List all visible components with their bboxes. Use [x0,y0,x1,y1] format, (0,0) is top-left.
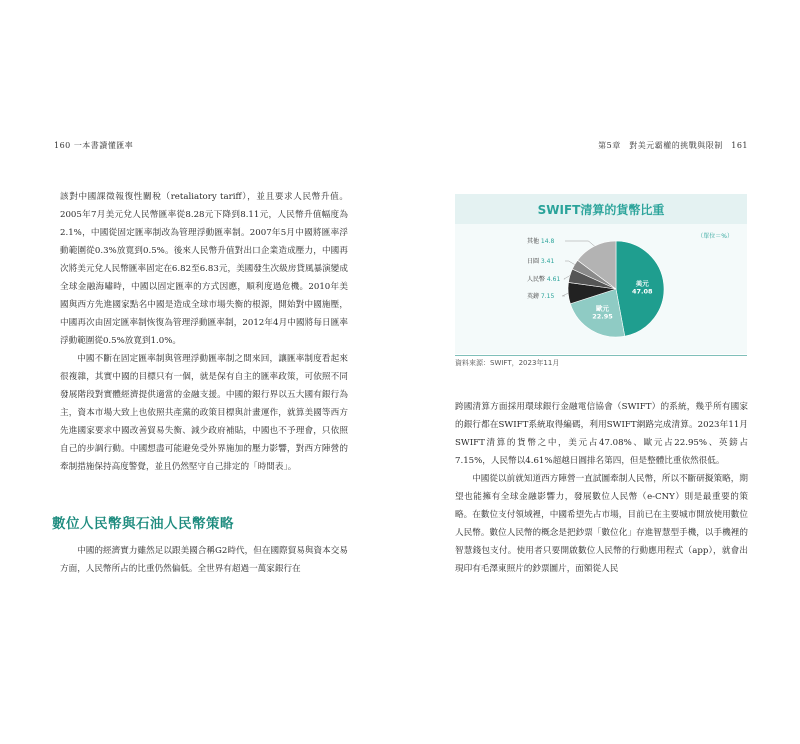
leader-line-2 [562,293,568,296]
unit-note: （單位＝%） [697,233,733,240]
running-head-left: 160 一本書讀懂匯率 [54,141,134,150]
leader-line-4 [565,261,575,265]
slice-label-0: 美元 [635,279,649,288]
slice-label-1: 歐元 [595,304,609,313]
slice-label-4: 日圓 3.41 [527,258,555,265]
left-paragraph-2: 中國不斷在固定匯率制與管理浮動匯率制之間來回，讓匯率制度看起來很複雜，其實中國的目標只有一個，就是保有自主的匯率政策，可依照不同發展階段對實體經濟提供適當的金融支援。中國的銀行界以五大國有銀行為主，資本市場大致上也依照共產黨的政策目標與計畫運作，就算美國等西方先進國家要求中國改善貿易失衡、減少政府補貼，中國也不予理會，只依照自己的步調行動。中國想盡可能避免受外界施加的壓力影響，對西方陣營的牽制措施保持高度警覺，並且仍然堅守自己排定的「時間表」。 [60,354,348,472]
right-paragraph-2: 中國從以前就知道西方陣營一直試圖牽制人民幣，所以不斷研擬策略，期望也能擁有全球金融影響力，發展數位人民幣（e-CNY）則是最重要的策略。在數位支付領域裡，中國希望先占市場，目前已在主要城市開放使用數位人民幣。數位人民幣的概念是把鈔票「數位化」存進智慧型手機，以手機裡的智慧錢包支付。使用者只要開啟數位人民幣的行動應用程式（app），就會出現印有毛澤東照片的鈔票圖片，面額從人民 [455,474,748,574]
left-paragraph-3: 中國的經濟實力雖然足以跟美國合稱G2時代，但在國際貿易與資本交易方面，人民幣所占的比重仍然偏低。全世界有超過一萬家銀行在 [60,546,348,574]
section-heading: 數位人民幣與石油人民幣策略 [52,516,234,532]
leader-line-5 [565,241,594,246]
pie-chart [455,194,747,354]
figure-source: 資料來源：SWIFT，2023年11月 [455,355,747,368]
left-column [60,188,348,476]
slice-value-0: 47.08 [632,287,653,296]
slice-value-1: 22.95 [592,312,613,321]
figure-title: SWIFT清算的貨幣比重 [537,203,665,217]
right-column [455,398,748,578]
swift-currency-figure [455,194,747,354]
slice-label-3: 人民幣 4.61 [527,276,561,283]
left-paragraph-1: 該對中國課徵報復性關稅（retaliatory tariff），並且要求人民幣升值。2005年7月美元兌人民幣匯率從8.28元下降到8.11元，人民幣升值幅度為2.1%，中國從固定匯率制改為管理浮動匯率制。2007年5月中國將匯率浮動範圍從0.3%放寬到0.5%。後來人民幣升值對出口企業造成壓力，中國再次將美元兌人民幣匯率固定在6.82至6.83元，美國發生次級房貸風暴演變成全球金融海嘯時，中國以固定匯率的方式因應，順利度過危機。2010年美國與西方先進國家點名中國是造成全球市場失衡的根源，開始對中國施壓，中國再次由固定匯率制恢復為管理浮動匯率制，2012年4月中國將每日匯率浮動範圍從0.5%放寬到1.0%。 [60,192,348,346]
running-head-right: 第5章 對美元霸權的挑戰與限制 161 [598,141,748,150]
slice-label-5: 其他 14.8 [527,238,555,245]
left-column-continued [60,542,348,578]
right-paragraph-1: 跨國清算方面採用環球銀行金融電信協會（SWIFT）的系統，幾乎所有國家的銀行都在SWIFT系統取得編碼，利用SWIFT網路完成清算。2023年11月SWIFT清算的貨幣之中，美元占47.08%、歐元占22.95%、英鎊占7.15%，人民幣以4.61%超越日圓排名第四，但是整體比重依然很低。 [455,402,748,466]
slice-label-2: 英鎊 7.15 [527,293,555,300]
